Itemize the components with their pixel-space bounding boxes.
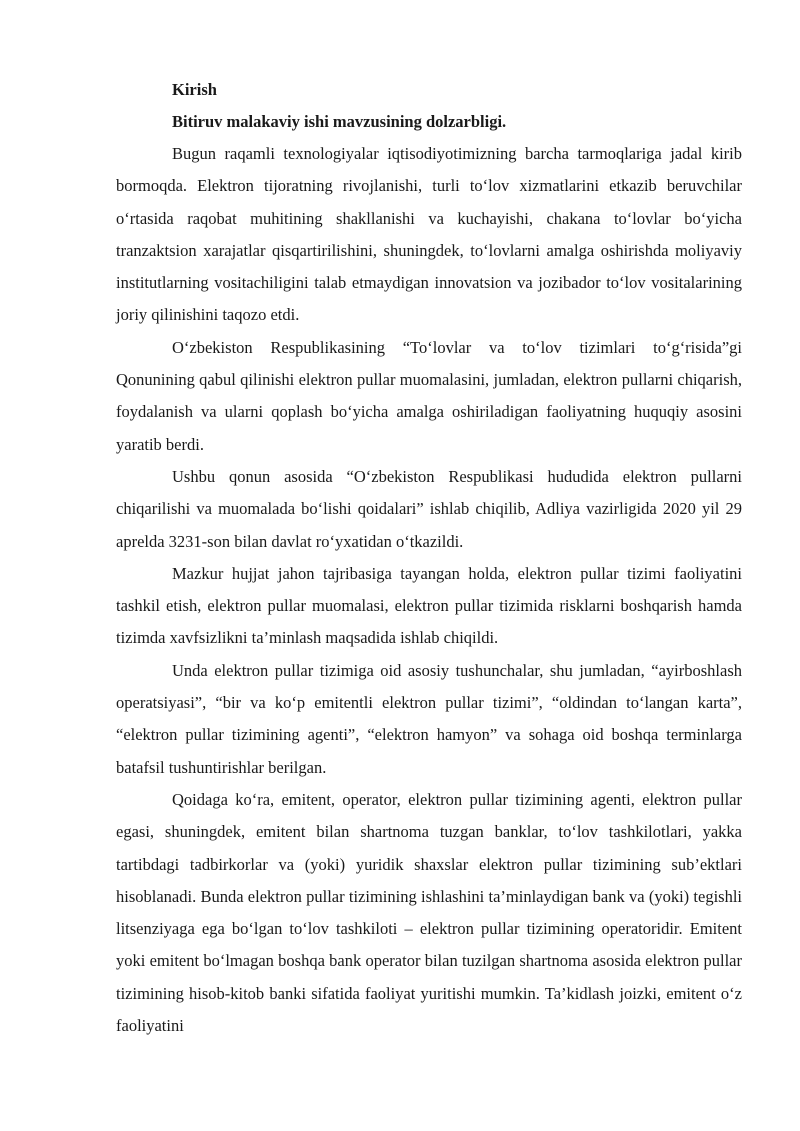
paragraph-3: Ushbu qonun asosida “O‘zbekiston Respublikasi hududida elektron pullarni chiqarilishi va muomalada bo‘lishi qoidalari” ishlab chiqilib, Adliya vazirligida 2020 yil 29 aprelda 3231-son bilan davlat ro‘yxatidan o‘tkazildi. [116,466,742,551]
paragraph-4: Mazkur hujjat jahon tajribasiga tayangan holda, elektron pullar tizimi faoliyatini tashkil etish, elektron pullar muomalasi, elektron pullar tizimida risklarni boshqarish hamda tizimda xavfsizlikni ta’minlash maqsadida ishlab chiqildi. [116,563,742,648]
paragraph-2: O‘zbekiston Respublikasining “To‘lovlar va to‘lov tizimlari to‘g‘risida”gi Qonunining qabul qilinishi elektron pullar muomalasini, jumladan, elektron pullarni chiqarish, foydalanish va ularni qoplash bo‘yicha amalga oshiriladigan faoliyatning huquqiy asosini yaratib berdi. [116,337,742,454]
paragraph-5: Unda elektron pullar tizimiga oid asosiy tushunchalar, shu jumladan, “ayirboshlash operatsiyasi”, “bir va ko‘p emitentli elektron pullar tizimi”, “oldindan to‘langan karta”, “elektron pullar tizimining agenti”, “elektron hamyon” va sohaga oid boshqa terminlarga batafsil tushuntirishlar berilgan. [116,660,742,777]
paragraph-6: Qoidaga ko‘ra, emitent, operator, elektron pullar tizimining agenti, elektron pullar egasi, shuningdek, emitent bilan shartnoma tuzgan banklar, to‘lov tashkilotlari, yakka tartibdagi tadbirkorlar va (yoki) yuridik shaxslar elektron pullar tizimining sub’ektlari hisoblanadi. Bunda elektron pullar tizimining ishlashini ta’minlaydigan bank va (yoki) tegishli litsenziyaga ega bo‘lgan to‘lov tashkiloti – elektron pullar tizimining operatoridir. Emitent yoki emitent bo‘lmagan boshqa bank operator bilan tuzilgan shartnoma asosida elektron pullar tizimining hisob-kitob banki sifatida faoliyat yuritishi mumkin. Ta’kidlash joizki, emitent o‘z faoliyatini [116,789,742,1036]
section-heading-intro: Kirish [172,80,217,99]
document-page [116,74,742,1042]
paragraph-1: Bugun raqamli texnologiyalar iqtisodiyotimizning barcha tarmoqlariga jadal kirib bormoqda. Elektron tijoratning rivojlanishi, turli to‘lov xizmatlarini etkazib beruvchilar o‘rtasida raqobat muhitining shakllanishi va kuchayishi, chakana to‘lovlar bo‘yicha tranzaktsion xarajatlar qisqartirilishini, shuningdek, to‘lovlarni amalga oshirishda moliyaviy institutlarning vositachiligini talab etmaydigan innovatsion va jozibador to‘lov vositalarining joriy qilinishini taqozo etdi. [116,144,742,325]
section-heading-topic: Bitiruv malakaviy ishi mavzusining dolzarbligi. [172,112,507,131]
